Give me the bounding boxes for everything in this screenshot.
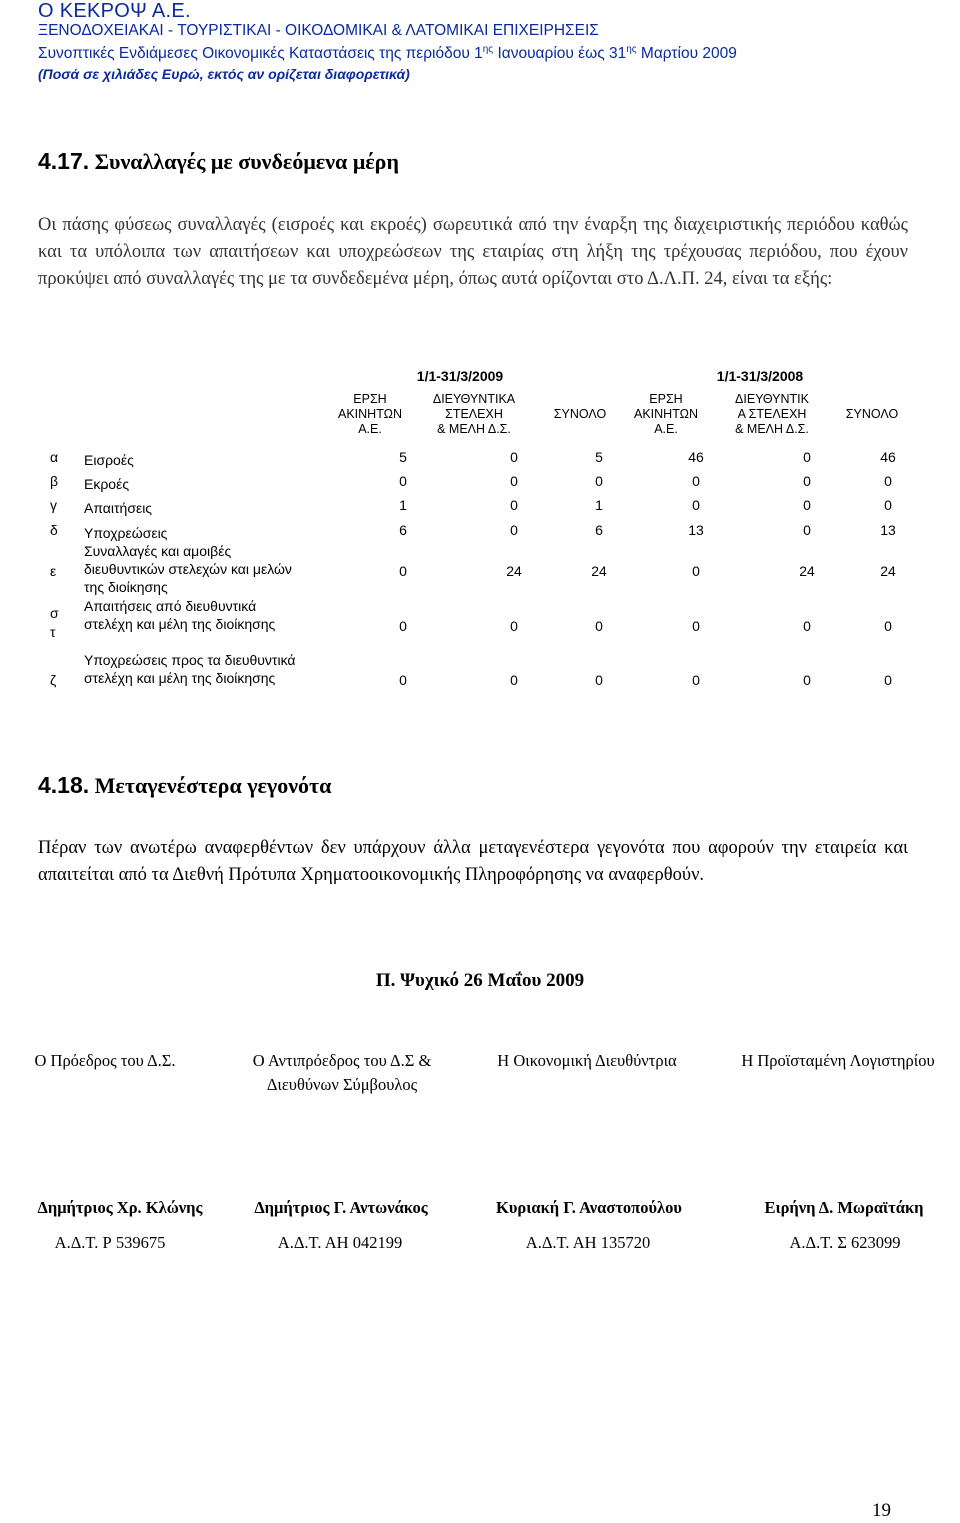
company-activities: ΞΕΝΟΔΟΧΕΙΑΚΑΙ - ΤΟΥΡΙΣΤΙΚΑΙ - ΟΙΚΟΔΟΜΙΚΑΙ & ΛΑΤΟΜΙΚΑΙ ΕΠΙΧΕΙΡΗΣΕΙΣ — [38, 22, 599, 39]
signatory-title: Η Οικονομική Διευθύντρια — [497, 1051, 677, 1070]
col-directors-2008: ΔΙΕΥΘΥΝΤΙΚ Α ΣΤΕΛΕΧΗ & ΜΕΛΗ Δ.Σ. — [735, 392, 809, 436]
row-value: 6 — [595, 522, 603, 538]
signatory-id: Α.Δ.Τ. Σ 623099 — [789, 1233, 901, 1252]
row-value: 0 — [510, 449, 518, 465]
section-4-17-number: 4.17. — [38, 148, 90, 174]
place-and-date: Π. Ψυχικό 26 Μαΐου 2009 — [375, 970, 585, 991]
row-value: 5 — [399, 449, 407, 465]
row-label: Υποχρεώσεις προς τα διευθυντικά στελέχη και μέλη της διοίκησης — [84, 652, 296, 686]
report-period — [38, 44, 737, 63]
row-value: 0 — [595, 473, 603, 489]
report-period-sup1: ης — [482, 44, 494, 55]
report-period-part1: Συνοπτικές Ενδιάμεσες Οικονομικές Καταστάσεις της περιόδου 1 — [38, 45, 483, 63]
table-row — [50, 650, 910, 702]
row-label: Συναλλαγές και αμοιβές διευθυντικών στελεχών και μελών της διοίκησης — [84, 543, 292, 595]
row-value: 0 — [803, 672, 811, 688]
row-value: 24 — [799, 563, 815, 579]
signatory-title: Ο Πρόεδρος του Δ.Σ. — [34, 1051, 176, 1070]
section-4-18-number: 4.18. — [38, 772, 90, 798]
table-row — [50, 541, 910, 593]
report-period-part2: Ιανουαρίου έως 31 — [493, 45, 627, 63]
row-value: 0 — [399, 672, 407, 688]
row-label: Απαιτήσεις από διευθυντικά στελέχη και μέλη της διοίκησης — [84, 598, 276, 632]
row-value: 24 — [880, 563, 896, 579]
row-value: 0 — [692, 618, 700, 634]
row-value: 0 — [884, 473, 892, 489]
signatory-name: Δημήτριος Χρ. Κλώνης — [37, 1198, 203, 1217]
signatory-title: Η Προϊσταμένη Λογιστηρίου — [741, 1051, 935, 1070]
row-value: 0 — [595, 672, 603, 688]
row-value: 0 — [399, 618, 407, 634]
row-value: 0 — [884, 618, 892, 634]
col-total-2009: ΣΥΝΟΛΟ — [553, 407, 607, 421]
company-name: Ο ΚΕΚΡΟΨ Α.Ε. — [38, 0, 191, 22]
period-2009: 1/1-31/3/2009 — [416, 368, 504, 384]
signatory-name: Κυριακή Γ. Αναστοπούλου — [496, 1198, 682, 1217]
row-label: Απαιτήσεις — [84, 500, 153, 516]
row-value: 1 — [399, 497, 407, 513]
section-4-17-title: Συναλλαγές με συνδεόμενα μέρη — [94, 149, 399, 174]
signatory-name: Δημήτριος Γ. Αντωνάκος — [254, 1198, 428, 1217]
report-period-part3: Μαρτίου 2009 — [636, 45, 737, 63]
row-letter: ζ — [50, 672, 57, 688]
row-value: 0 — [884, 497, 892, 513]
row-value: 0 — [510, 672, 518, 688]
row-value: 0 — [399, 563, 407, 579]
row-label: Εκροές — [84, 476, 130, 492]
row-value: 0 — [803, 473, 811, 489]
row-value: 13 — [688, 522, 704, 538]
row-value: 13 — [880, 522, 896, 538]
row-letter: σ τ — [50, 605, 59, 640]
page-number: 19 — [872, 1500, 891, 1521]
signatory-id: Α.Δ.Τ. ΑΗ 135720 — [525, 1233, 651, 1252]
table-row — [50, 596, 910, 648]
row-value: 0 — [803, 522, 811, 538]
row-value: 0 — [803, 618, 811, 634]
col-directors-2009: ΔΙΕΥΘΥΝΤΙΚΑ ΣΤΕΛΕΧΗ & ΜΕΛΗ Δ.Σ. — [432, 392, 516, 436]
row-letter: ε — [50, 563, 57, 579]
period-2008: 1/1-31/3/2008 — [716, 368, 804, 384]
section-4-17-heading — [38, 148, 399, 175]
row-value: 0 — [595, 618, 603, 634]
section-4-18-title: Μεταγενέστερα γεγονότα — [94, 773, 332, 798]
signatory-id: Α.Δ.Τ. Ρ 539675 — [54, 1233, 166, 1252]
section-4-18-paragraph: Πέραν των ανωτέρω αναφερθέντων δεν υπάρχουν άλλα μεταγενέστερα γεγονότα που αφορούν την εταιρεία και απαιτείται από τα Διεθνή Πρότυπα Χρηματοοικονομικής Πληροφόρησης να αναφερθούν. — [38, 838, 908, 885]
row-letter: δ — [50, 522, 58, 538]
row-value: 0 — [692, 563, 700, 579]
row-value: 0 — [692, 672, 700, 688]
row-value: 0 — [510, 618, 518, 634]
row-value: 0 — [510, 497, 518, 513]
report-period-sup2: ης — [626, 44, 637, 55]
row-label: Υποχρεώσεις — [84, 525, 168, 541]
row-value: 0 — [510, 473, 518, 489]
row-value: 0 — [692, 497, 700, 513]
signatory-name: Ειρήνη Δ. Μωραϊτάκη — [764, 1198, 924, 1217]
col-ersi-2009: ΕΡΣΗ ΑΚΙΝΗΤΩΝ Α.Ε. — [338, 392, 402, 436]
signatory-title: Ο Αντιπρόεδρος του Δ.Σ & — [252, 1051, 432, 1070]
row-value: 5 — [595, 449, 603, 465]
col-total-2008: ΣΥΝΟΛΟ — [845, 407, 899, 421]
section-4-17-paragraph: Οι πάσης φύσεως συναλλαγές (εισροές και εκροές) σωρευτικά από την έναρξη της διαχειριστικής περιόδου καθώς και τα υπόλοιπα των απαιτήσεων και υποχρεώσεων της εταιρίας στη λήξη της τρέχουσας περιόδου, που έχουν προκύψει από συναλλαγές της με τα συνδεδεμένα μέρη, όπως αυτά ορίζονται στο Δ.Λ.Π. 24, είναι τα εξής: — [38, 215, 908, 289]
row-label: Εισροές — [84, 452, 134, 468]
section-4-18-heading — [38, 772, 331, 799]
col-ersi-2008: ΕΡΣΗ ΑΚΙΝΗΤΩΝ Α.Ε. — [634, 392, 698, 436]
row-value: 46 — [880, 449, 896, 465]
row-value: 0 — [884, 672, 892, 688]
row-value: 24 — [506, 563, 522, 579]
row-value: 6 — [399, 522, 407, 538]
amounts-note: (Ποσά σε χιλιάδες Ευρώ, εκτός αν ορίζεται διαφορετικά) — [38, 66, 410, 82]
row-value: 0 — [692, 473, 700, 489]
row-value: 24 — [591, 563, 607, 579]
row-value: 0 — [510, 522, 518, 538]
row-letter: β — [50, 473, 59, 489]
row-letter: α — [50, 449, 59, 465]
signatory-id: Α.Δ.Τ. ΑΗ 042199 — [277, 1233, 403, 1252]
row-value: 0 — [803, 497, 811, 513]
row-value: 0 — [399, 473, 407, 489]
signatory-title-line2: Διευθύνων Σύμβουλος — [266, 1075, 418, 1094]
row-value: 46 — [688, 449, 704, 465]
row-letter: γ — [50, 497, 57, 513]
row-value: 0 — [803, 449, 811, 465]
row-value: 1 — [595, 497, 603, 513]
